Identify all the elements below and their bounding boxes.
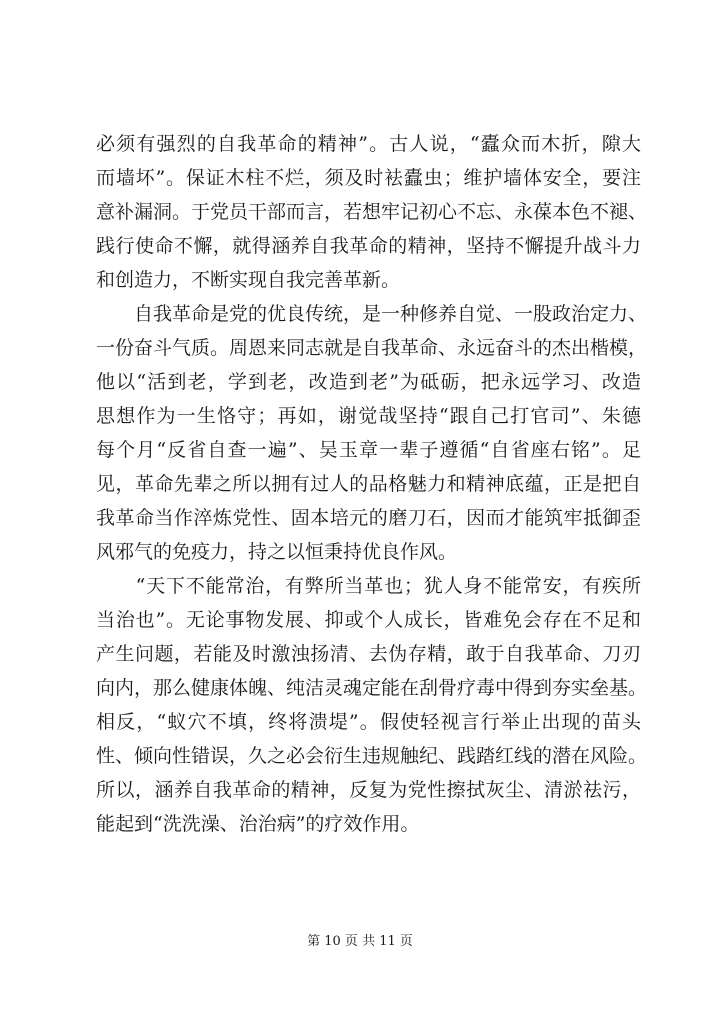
text-line: 而墙坏”。保证木柱不烂，须及时袪蠹虫；维护墙体安全，要注 [96,167,641,189]
text-line: 每个月“反省自查一遍”、吴玉章一辈子遵循“自省座右铭”。足 [96,439,641,461]
text-line: 和创造力，不断实现自我完善革新。 [96,269,401,291]
text-line: 风邪气的免疫力，持之以恒秉持优良作风。 [96,541,458,563]
text-line: 见，革命先辈之所以拥有过人的品格魅力和精神底蕴，正是把自 [96,473,641,495]
text-line: 他以“活到老，学到老，改造到老”为砥砺，把永远学习、改造 [96,371,641,393]
text-line: “天下不能常治，有弊所当革也；犹人身不能常安，有疾所 [96,575,641,597]
text-line: 自我革命是党的优良传统，是一种修养自觉、一股政治定力、 [96,303,648,325]
text-line: 能起到“洗洗澡、治治病”的疗效作用。 [96,813,420,835]
text-line: 意补漏洞。于党员干部而言，若想牢记初心不忘、永葆本色不褪、 [96,201,648,223]
text-line: 践行使命不懈，就得涵养自我革命的精神，坚持不懈提升战斗力 [96,235,641,257]
page-number: 第 10 页 共 11 页 [307,934,413,949]
text-line: 向内，那么健康体魄、纯洁灵魂定能在刮骨疗毒中得到夯实垒基。 [96,677,648,699]
text-line: 一份奋斗气质。周恩来同志就是自我革命、永远奋斗的杰出楷模， [96,337,648,359]
document-body [96,127,648,841]
text-line: 性、倾向性错误，久之必会衍生违规触纪、践踏红线的潜在风险。 [96,745,648,767]
text-line: 当治也”。无论事物发展、抑或个人成长，皆难免会存在不足和 [96,609,641,631]
text-line: 思想作为一生恪守；再如，谢觉哉坚持“跟自己打官司”、朱德 [96,405,641,427]
text-line: 所以，涵养自我革命的精神，反复为党性擦拭灰尘、清淤祛污， [96,779,641,801]
text-line: 相反，“蚁穴不填，终将溃堤”。假使轻视言行举止出现的苗头 [96,711,641,733]
paragraph-2 [96,297,648,569]
text-line: 产生问题，若能及时激浊扬清、去伪存精，敢于自我革命、刀刃 [96,643,641,665]
text-line: 必须有强烈的自我革命的精神”。古人说，“蠹众而木折，隙大 [96,133,641,155]
paragraph-1 [96,127,648,297]
text-line: 我革命当作淬炼党性、固本培元的磨刀石，因而才能筑牢抵御歪 [96,507,641,529]
paragraph-3 [96,569,648,841]
